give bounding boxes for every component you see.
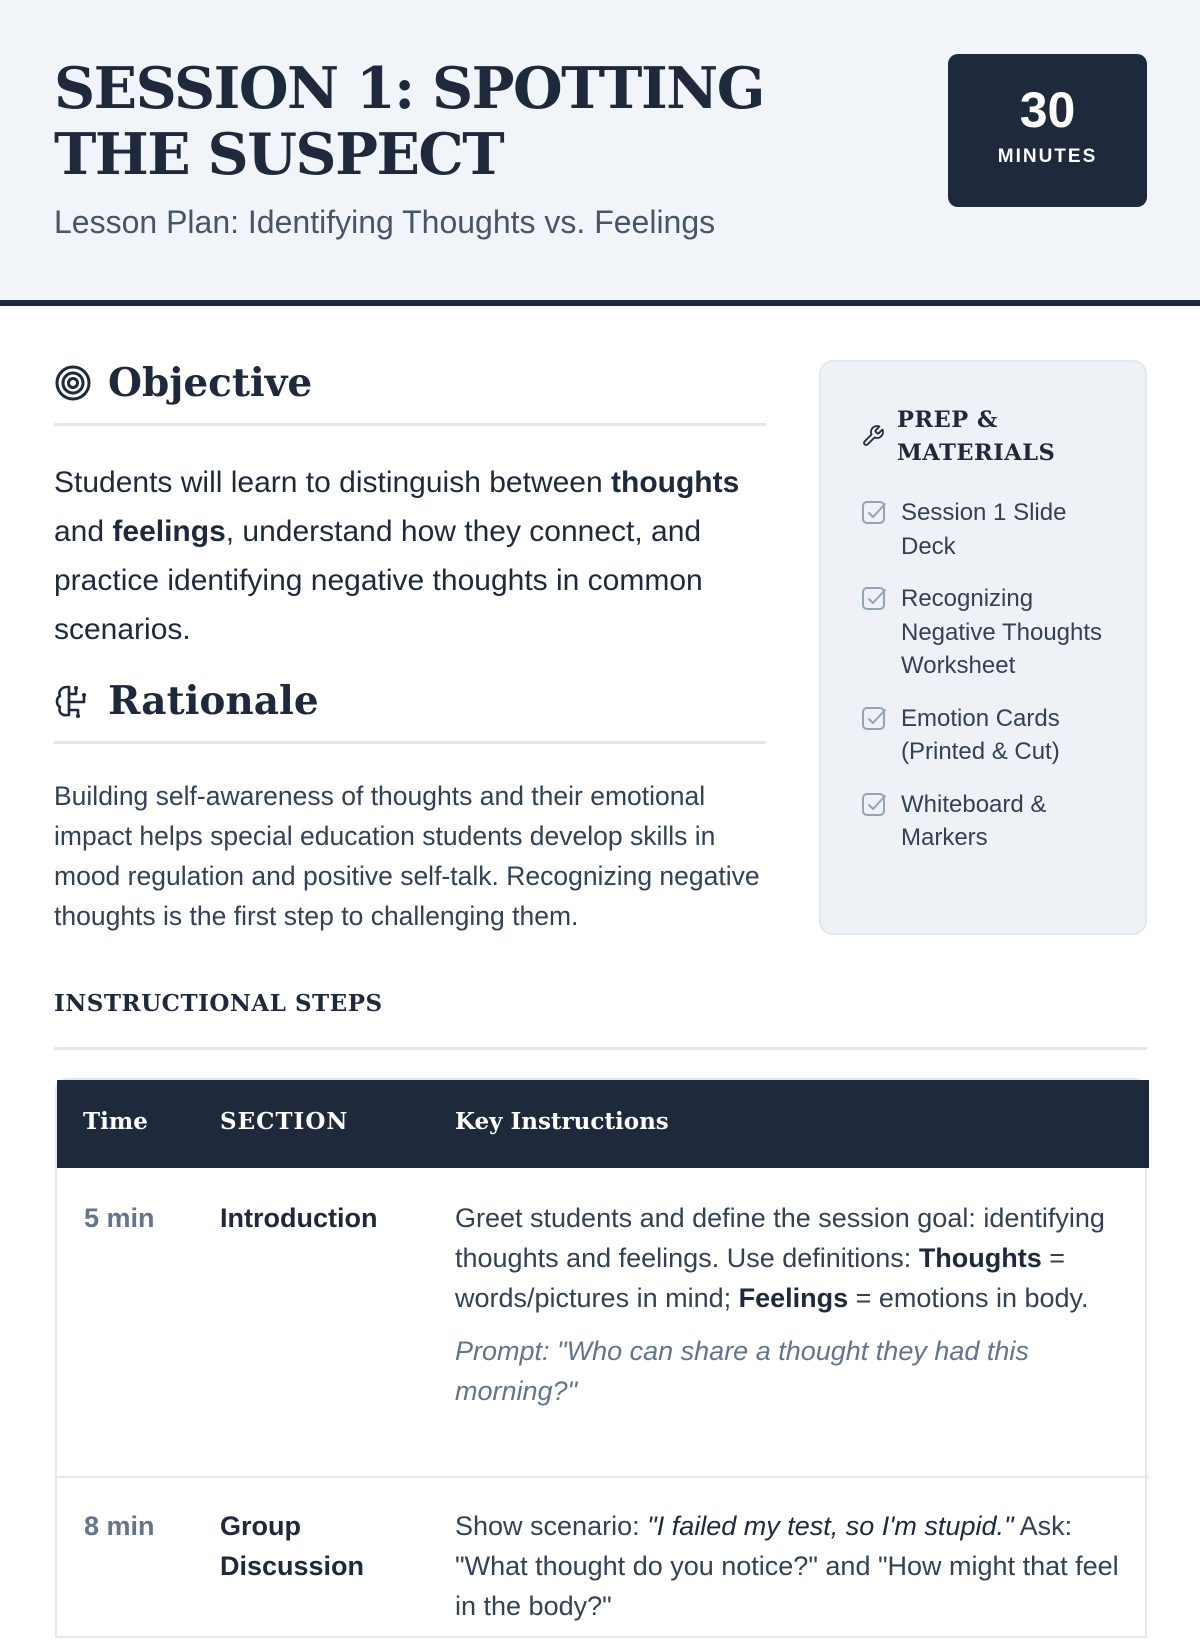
row-section: Introduction [220, 1203, 378, 1233]
objective-heading: Objective [108, 360, 313, 406]
brain-icon [54, 682, 92, 720]
material-label: Whiteboard & Markers [901, 790, 1047, 851]
row-prompt: Prompt: "Who can share a thought they had this morning?" [455, 1336, 1029, 1406]
rationale-header [54, 672, 766, 744]
target-icon [54, 364, 92, 402]
materials-list [861, 496, 1121, 874]
material-label: Recognizing Negative Thoughts Worksheet [901, 585, 1103, 679]
objective-term-feelings: feelings [112, 515, 226, 548]
objective-text: Students will learn to distinguish between thoughts and feelings, understand how they connect, and practice identifying negative thoughts in common scenarios. [54, 466, 740, 646]
row-time: 8 min [84, 1511, 155, 1541]
materials-heading: PREP & MATERIALS [897, 407, 1056, 466]
page-subtitle: Lesson Plan: Identifying Thoughts vs. Feelings [54, 204, 716, 240]
material-item [861, 496, 1121, 563]
checkbox-icon [861, 792, 887, 818]
column-header-section: SECTION [220, 1108, 349, 1135]
duration-unit: MINUTES [997, 146, 1098, 167]
checkbox-icon [861, 586, 887, 612]
page-header [0, 0, 1200, 306]
material-label: Emotion Cards (Printed & Cut) [901, 704, 1060, 765]
objective-term-thoughts: thoughts [611, 466, 740, 499]
table-row [57, 1168, 1149, 1476]
row-instructions: Show scenario: "I failed my test, so I'm stupid." Ask: "What thought do you notice?" and "How might that feel in the body?" [455, 1511, 1119, 1621]
steps-divider [54, 1047, 1147, 1050]
column-header-instructions: Key Instructions [455, 1108, 669, 1135]
wrench-icon [861, 424, 885, 448]
material-item [861, 702, 1121, 769]
materials-panel [819, 360, 1147, 935]
material-item [861, 582, 1121, 683]
rationale-heading: Rationale [108, 678, 319, 724]
duration-value: 30 [1019, 82, 1076, 138]
row-time: 5 min [84, 1203, 155, 1233]
row-section: Group Discussion [220, 1511, 365, 1581]
material-label: Session 1 Slide Deck [901, 499, 1067, 560]
checkbox-icon [861, 706, 887, 732]
page-title: SESSION 1: SPOTTING THE SUSPECT [54, 55, 764, 188]
column-header-time: Time [83, 1108, 148, 1135]
checkbox-icon [861, 500, 887, 526]
row-instructions: Greet students and define the session goal: identifying thoughts and feelings. Use definitions: Thoughts = words/pictures in mind; Feelings = emotions in body. Prompt: "Who can share a thought they had this morning?" [455, 1198, 1120, 1411]
table-row [57, 1476, 1149, 1646]
objective-header [54, 354, 766, 426]
table-header [57, 1080, 1149, 1168]
steps-label: INSTRUCTIONAL STEPS [54, 990, 383, 1017]
steps-table [55, 1078, 1147, 1638]
material-item [861, 788, 1121, 855]
duration-badge [948, 54, 1147, 207]
rationale-text: Building self-awareness of thoughts and their emotional impact helps special education students develop skills in mood regulation and positive self-talk. Recognizing negative thoughts is the first step to challenging them. [54, 781, 760, 931]
